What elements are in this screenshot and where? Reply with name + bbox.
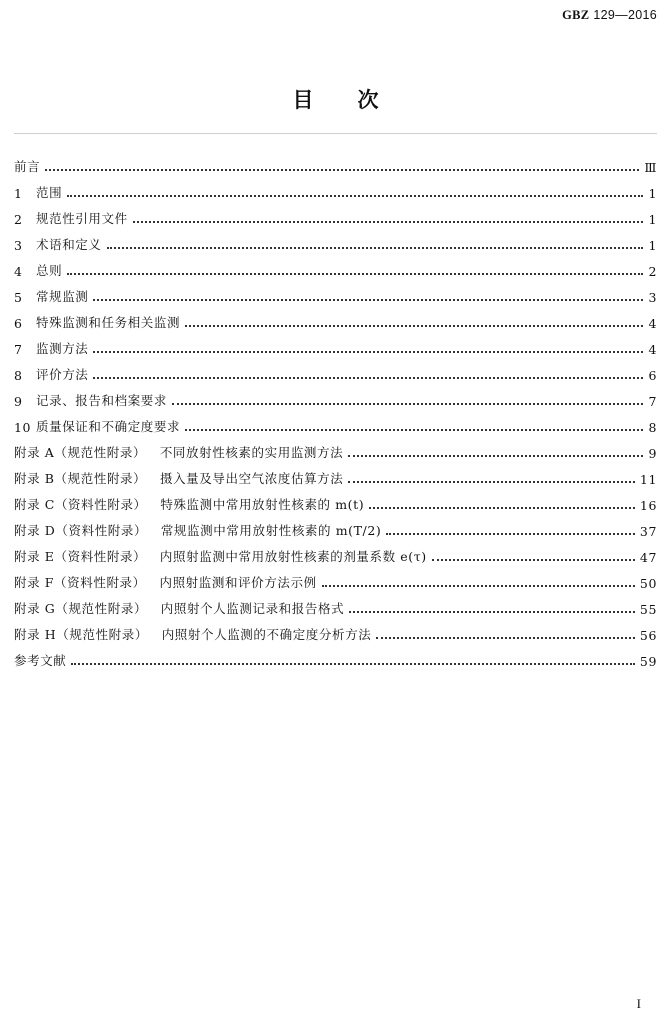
toc-entry-title: 附录 C（资料性附录） 特殊监测中常用放射性核素的 m(t) [14,497,365,512]
toc-entry-title: 记录、报告和档案要求 [36,393,168,408]
toc-entry-title: 前言 [14,159,41,174]
toc-entry-title: 总则 [36,263,63,278]
dot-leader [71,663,634,665]
dot-leader [369,507,635,509]
toc-entry[interactable] [14,227,657,253]
toc-entry-page: Ⅲ [644,160,657,175]
header-divider [14,133,657,134]
toc-entry-title: 附录 G（规范性附录） 内照射个人监测记录和报告格式 [14,601,345,616]
toc-entry[interactable] [14,435,657,461]
toc-entry[interactable] [14,279,657,305]
toc-entry-title: 附录 E（资料性附录） 内照射监测中常用放射性核素的剂量系数 e(τ) [14,549,427,564]
toc-entry-page: 1 [648,212,657,227]
toc-entry[interactable] [14,201,657,227]
dot-leader [93,377,643,379]
toc-entry-page: 9 [648,446,657,461]
toc-entry-page: 37 [639,524,657,539]
toc-entry-page: 3 [648,290,657,305]
dot-leader [348,455,643,457]
dot-leader [348,481,635,483]
toc-entry-page: 2 [648,264,657,279]
toc-entry-page: 4 [648,342,657,357]
toc-entry-title: 规范性引用文件 [36,211,128,226]
toc-entry[interactable] [14,591,657,617]
dot-leader [432,559,635,561]
toc-entry-page: 16 [639,498,657,513]
dot-leader [322,585,635,587]
toc-entry[interactable] [14,383,657,409]
dot-leader [67,195,643,197]
toc-entry-title: 术语和定义 [36,237,102,252]
toc-entry-page: 56 [639,628,657,643]
toc-entry-title: 监测方法 [36,341,89,356]
toc-entry-title: 特殊监测和任务相关监测 [36,315,181,330]
toc-entry[interactable] [14,539,657,565]
dot-leader [386,533,634,535]
toc-entry-number: 9 [14,394,23,409]
toc-entry-title: 附录 F（资料性附录） 内照射监测和评价方法示例 [14,575,317,590]
toc-entry-page: 55 [639,602,657,617]
toc-entry-number: 8 [14,368,23,383]
toc-entry-page: 1 [648,186,657,201]
toc-entry-number: 5 [14,290,23,305]
toc-entry-title: 常规监测 [36,289,89,304]
toc-entry-title: 附录 D（资料性附录） 常规监测中常用放射性核素的 m(T/2) [14,523,382,538]
toc-entry-title: 质量保证和不确定度要求 [36,419,181,434]
toc-entry-page: 1 [648,238,657,253]
page-folio: I [636,996,641,1011]
toc-entry-page: 11 [639,472,657,487]
toc-entry-title: 范围 [36,185,63,200]
dot-leader [107,247,644,249]
toc-entry-title: 附录 A（规范性附录） 不同放射性核素的实用监测方法 [14,445,344,460]
dot-leader [185,429,643,431]
toc-entry[interactable] [14,331,657,357]
toc-entry[interactable] [14,357,657,383]
dot-leader [93,299,643,301]
toc-entry-title: 附录 B（规范性附录） 摄入量及导出空气浓度估算方法 [14,471,344,486]
dot-leader [185,325,643,327]
toc-entry-page: 4 [648,316,657,331]
toc-entry-number: 7 [14,342,23,357]
toc-entry[interactable] [14,617,657,643]
toc-entry[interactable] [14,175,657,201]
toc-entry[interactable] [14,565,657,591]
page-title: 目次 [292,88,423,112]
toc-entry-number: 10 [14,420,32,435]
toc-entry-number: 1 [14,186,23,201]
dot-leader [133,221,644,223]
dot-leader [45,169,639,171]
toc-entry-page: 47 [639,550,657,565]
toc-entry[interactable] [14,513,657,539]
dot-leader [172,403,643,405]
toc-entry[interactable] [14,305,657,331]
dot-leader [93,351,643,353]
toc-entry-number: 2 [14,212,23,227]
toc-entry[interactable] [14,487,657,513]
standard-number: 129—2016 [593,8,657,22]
toc-entry-title: 评价方法 [36,367,89,382]
standard-code [562,8,657,23]
toc-entry-page: 50 [639,576,657,591]
toc-entry-title: 参考文献 [14,653,67,668]
toc-entry[interactable] [14,643,657,669]
toc-entry-title: 附录 H（规范性附录） 内照射个人监测的不确定度分析方法 [14,627,372,642]
dot-leader [376,637,635,639]
dot-leader [67,273,643,275]
dot-leader [349,611,635,613]
standard-prefix: GBZ [562,8,590,22]
toc-entry-number: 6 [14,316,23,331]
table-of-contents [14,149,657,669]
toc-entry[interactable] [14,149,657,175]
toc-entry-number: 3 [14,238,23,253]
toc-entry-page: 8 [648,420,657,435]
toc-entry-page: 7 [648,394,657,409]
toc-entry[interactable] [14,409,657,435]
toc-entry-page: 59 [639,654,657,669]
toc-entry-page: 6 [648,368,657,383]
toc-entry[interactable] [14,461,657,487]
toc-entry[interactable] [14,253,657,279]
toc-entry-number: 4 [14,264,23,279]
